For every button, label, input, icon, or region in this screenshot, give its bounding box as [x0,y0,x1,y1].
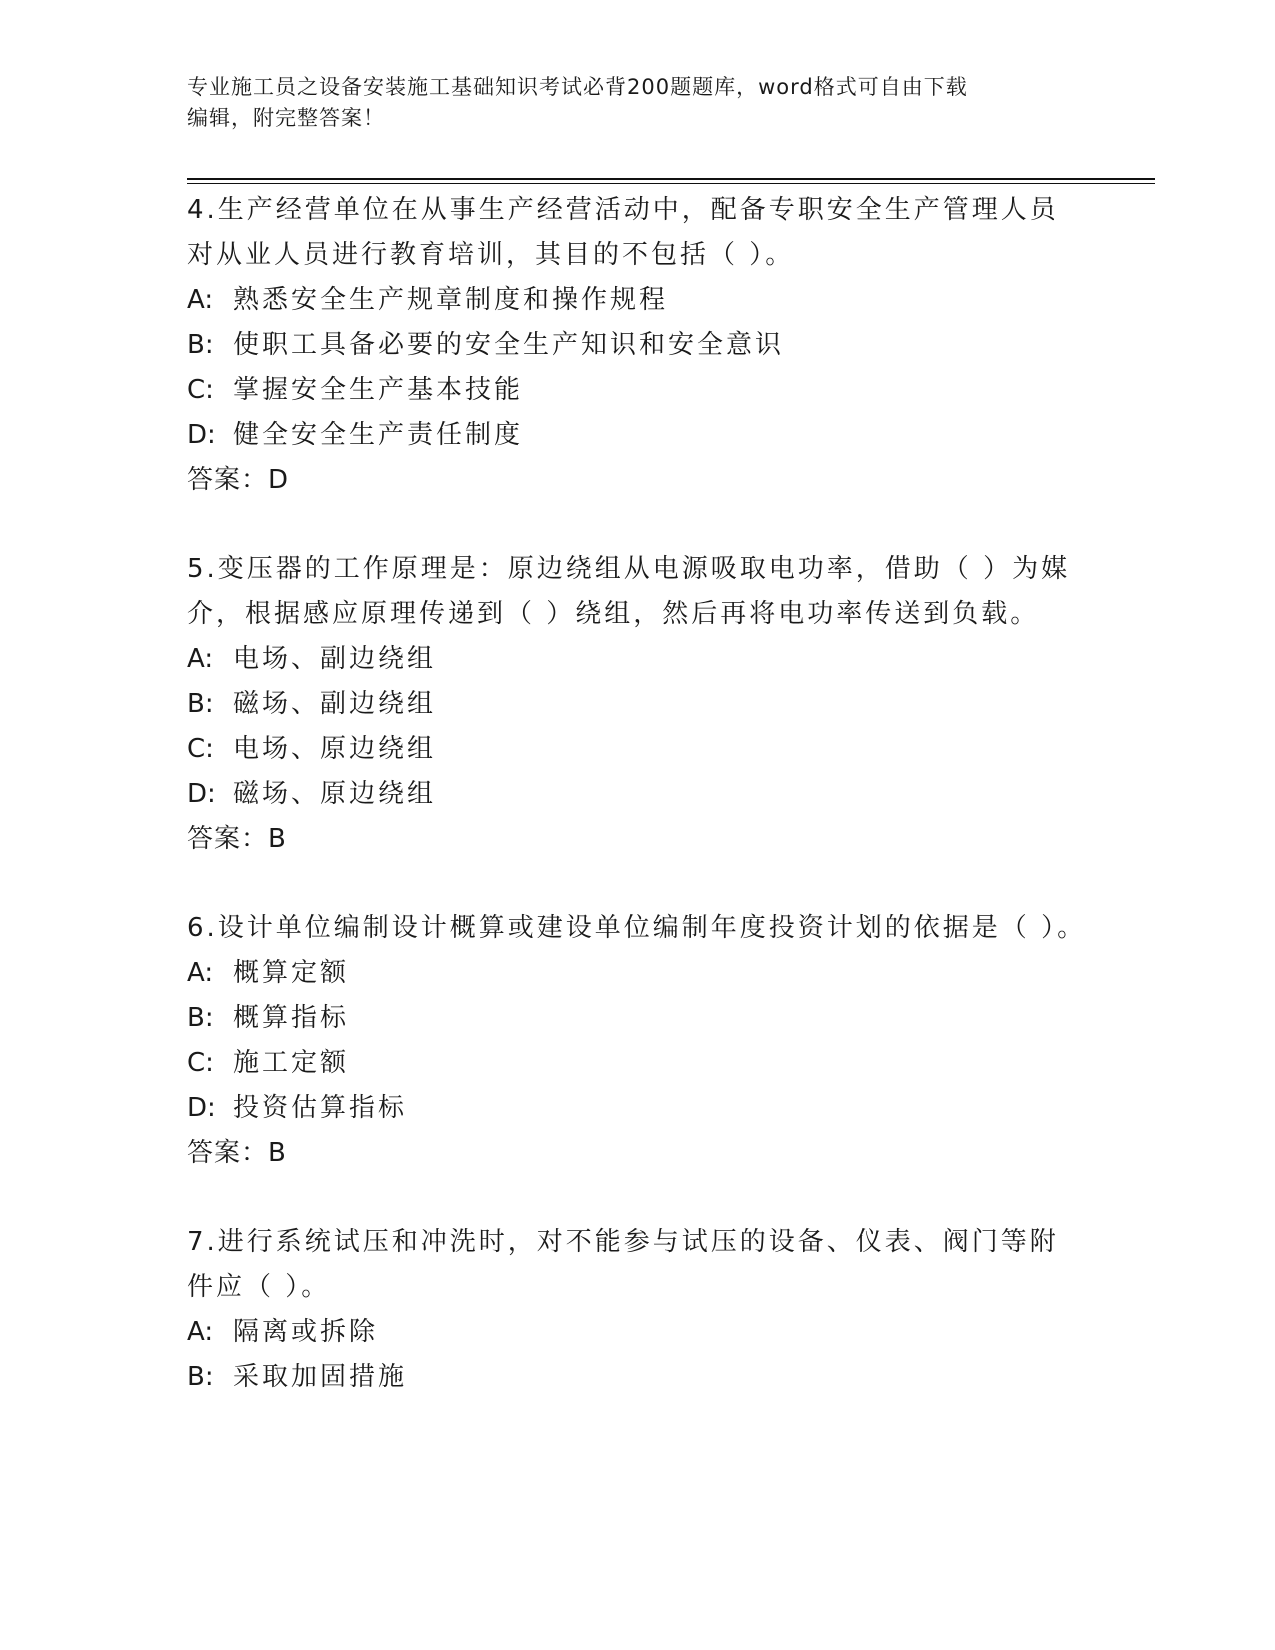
question-stem: 7.进行系统试压和冲洗时，对不能参与试压的设备、仪表、阀门等附件应（ ）。 [187,1227,1059,1302]
option-text: 概算指标 [233,1003,350,1033]
option-text: 投资估算指标 [233,1093,408,1123]
option-text: 采取加固措施 [233,1362,408,1392]
option-a [187,637,1087,682]
option-text: 电场、原边绕组 [233,734,437,764]
option-key: B: [187,689,214,719]
answer-line: 答案：D [187,465,290,495]
header-line-1: 专业施工员之设备安装施工基础知识考试必背200题题库，word格式可自由下载 [187,75,968,99]
option-text: 熟悉安全生产规章制度和操作规程 [233,285,669,315]
option-key: D: [187,779,216,809]
option-key: B: [187,330,214,360]
option-key: D: [187,420,216,450]
option-a [187,951,1087,996]
option-key: C: [187,375,214,405]
option-key: D: [187,1093,216,1123]
question-4 [187,188,1087,503]
option-text: 隔离或拆除 [233,1317,379,1347]
option-d [187,772,1087,817]
option-key: B: [187,1362,214,1392]
header-line-2: 编辑，附完整答案！ [187,106,385,130]
answer-line: 答案：B [187,824,287,854]
option-key: A: [187,1317,214,1347]
option-text: 磁场、副边绕组 [233,689,437,719]
option-c [187,368,1087,413]
option-key: A: [187,644,214,674]
question-list [187,188,1087,1444]
document-header [187,72,1087,134]
option-text: 电场、副边绕组 [233,644,437,674]
option-key: A: [187,285,214,315]
option-key: C: [187,734,214,764]
question-5 [187,547,1087,862]
question-stem: 6.设计单位编制设计概算或建设单位编制年度投资计划的依据是（ ）。 [187,913,1087,943]
question-stem: 5.变压器的工作原理是：原边绕组从电源吸取电功率，借助（ ）为媒介，根据感应原理传递到（ ）绕组，然后再将电功率传送到负载。 [187,554,1071,629]
question-6 [187,906,1087,1176]
question-stem: 4.生产经营单位在从事生产经营活动中，配备专职安全生产管理人员对从业人员进行教育培训，其目的不包括（ ）。 [187,195,1059,270]
option-b [187,996,1087,1041]
answer-line: 答案：B [187,1138,287,1168]
option-text: 使职工具备必要的安全生产知识和安全意识 [233,330,785,360]
option-a [187,1310,1087,1355]
header-rule-thick [187,178,1155,180]
option-b [187,1355,1087,1400]
header-rule-thin [187,183,1155,184]
option-key: A: [187,958,214,988]
question-7 [187,1220,1087,1400]
option-c [187,1041,1087,1086]
option-text: 健全安全生产责任制度 [233,420,524,450]
option-d [187,1086,1087,1131]
option-text: 掌握安全生产基本技能 [233,375,524,405]
option-key: C: [187,1048,214,1078]
option-text: 概算定额 [233,958,350,988]
option-key: B: [187,1003,214,1033]
option-d [187,413,1087,458]
option-b [187,323,1087,368]
option-b [187,682,1087,727]
option-a [187,278,1087,323]
option-text: 磁场、原边绕组 [233,779,437,809]
option-text: 施工定额 [233,1048,350,1078]
option-c [187,727,1087,772]
